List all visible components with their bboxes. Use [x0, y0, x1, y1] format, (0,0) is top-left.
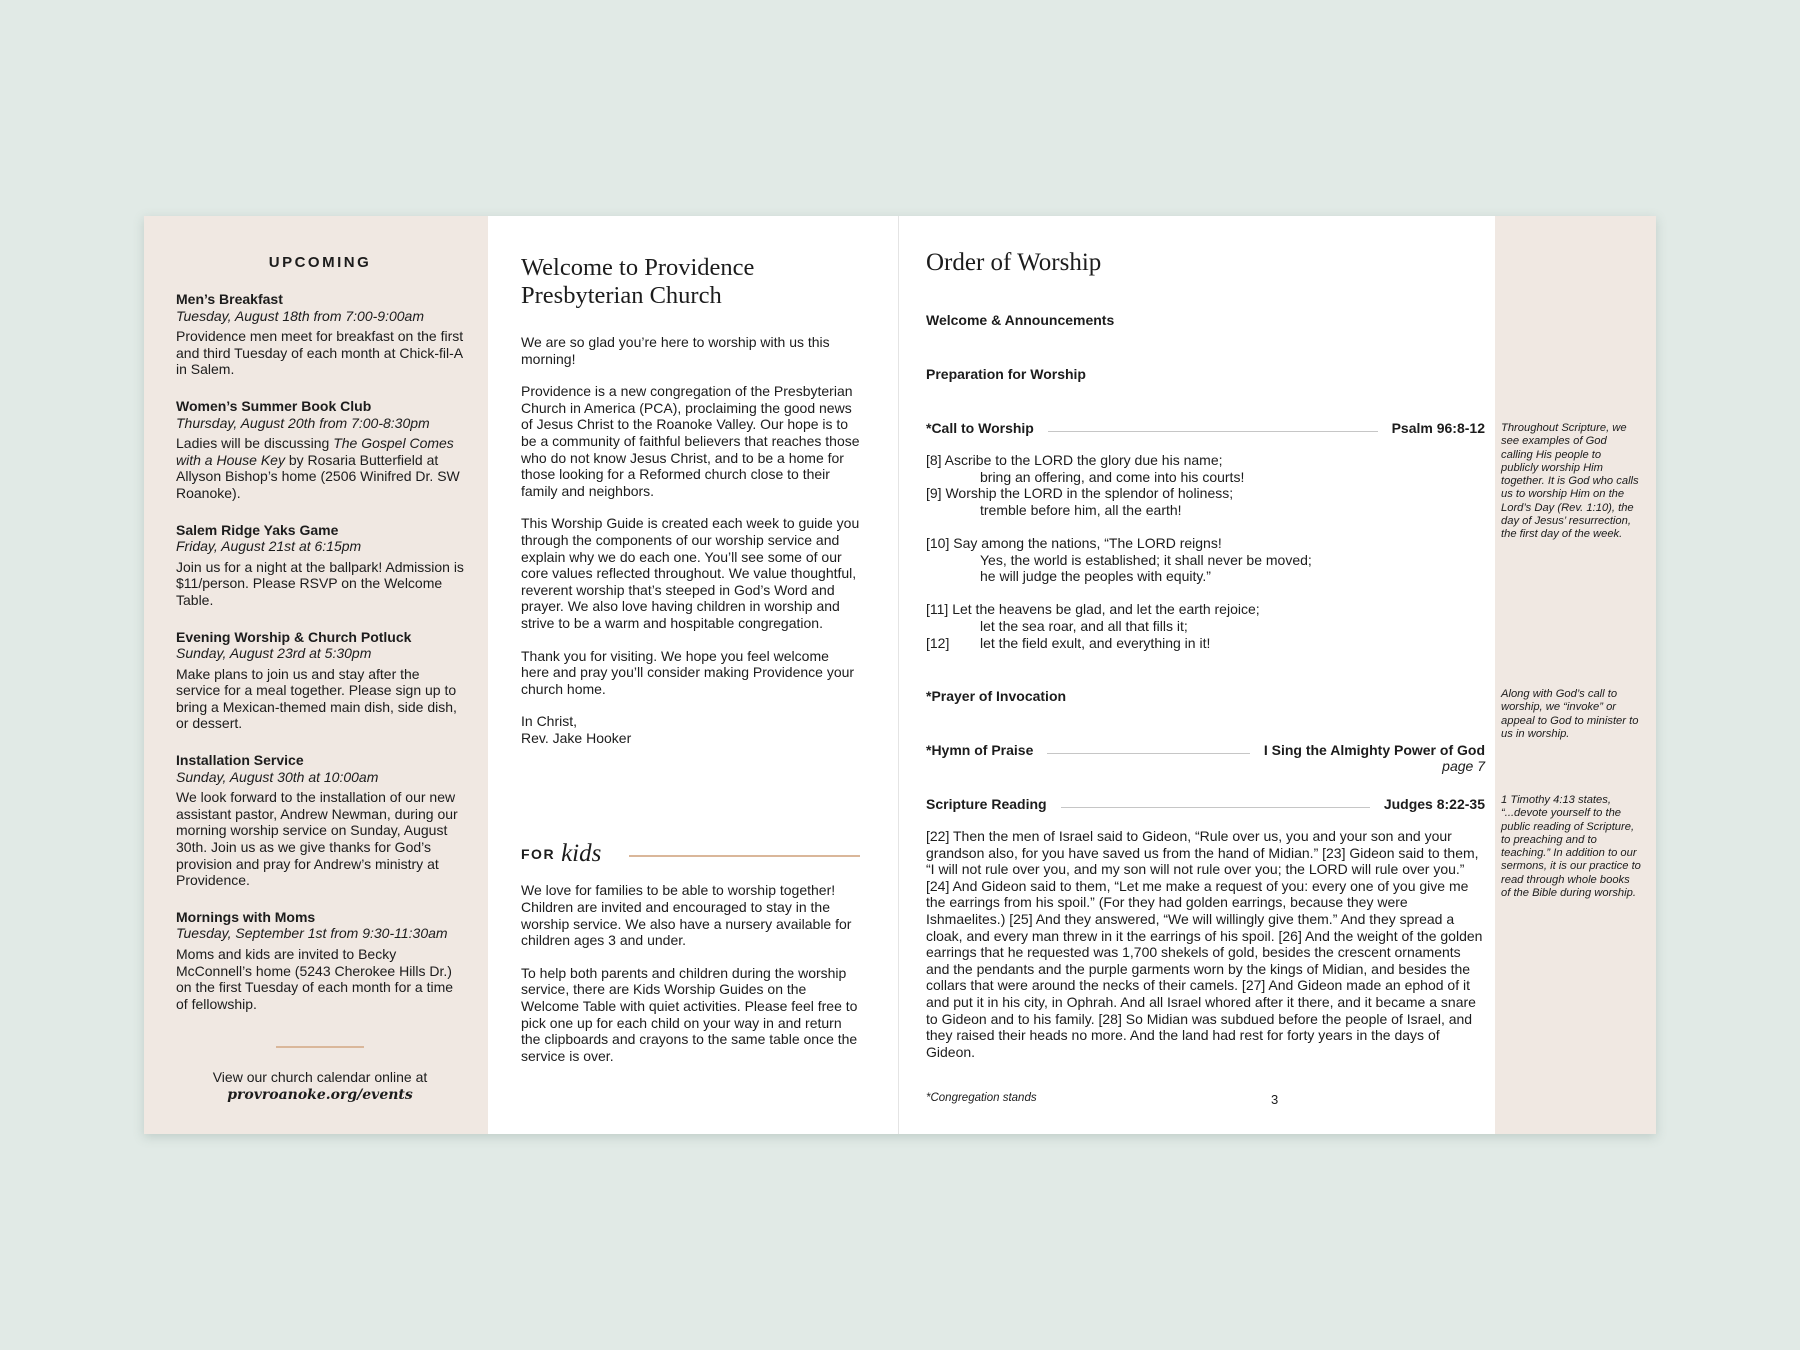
kids-heading [521, 840, 860, 868]
event-item [176, 291, 464, 378]
bulletin-spread [144, 216, 1656, 1134]
event-title: Salem Ridge Yaks Game [176, 521, 339, 538]
call-to-worship-item [926, 420, 1485, 436]
verse-number: [12] [926, 634, 950, 651]
hymn-page: page 7 [1442, 758, 1485, 774]
leader-line [1047, 752, 1249, 754]
page-number: 3 [1271, 1092, 1279, 1107]
kids-word: kids [561, 840, 602, 868]
note-invocation: Along with God’s call to worship, we “invoke” or appeal to God to minister to us in worship. [1501, 688, 1639, 740]
event-item [176, 522, 464, 609]
event-title: Men’s Breakfast [176, 291, 283, 307]
psalm-line: Yes, the world is established; it shall never be moved; [980, 551, 1312, 568]
psalm-line: tremble before him, all the earth! [980, 501, 1182, 518]
upcoming-heading: UPCOMING [268, 254, 372, 271]
item-reference: Psalm 96:8-12 [1391, 420, 1485, 436]
invocation-item [926, 688, 1485, 704]
event-description: We look forward to the installation of our new assistant pastor, Andrew Newman, during our morning worship service on Sunday, August 30th. Join us as we give thanks for God’s provision and pray for Andrew’s ministry at Providence. [176, 789, 458, 889]
kids-paragraph: To help both parents and children during the worship service, there are Kids Worship Guides on the Welcome Table with quiet activities. Please feel free to pick one up for each child on your way in and return the clipboards and crayons to the same table once the service is over. [521, 964, 858, 1064]
psalm-line: let the sea roar, and all that fills it; [980, 617, 1188, 634]
scripture-reading-item [926, 796, 1485, 812]
psalm-line: [11] Let the heavens be glad, and let the earth rejoice; [926, 601, 1260, 618]
event-time: Tuesday, August 18th from 7:00-9:00am [176, 307, 424, 324]
psalm-line: bring an offering, and come into his courts! [980, 468, 1245, 485]
order-of-worship-panel [899, 216, 1495, 1134]
kids-divider [629, 855, 860, 857]
psalm-line: [8] Ascribe to the LORD the glory due his name; [926, 452, 1223, 468]
event-time: Friday, August 21st at 6:15pm [176, 538, 362, 555]
welcome-paragraph: Providence is a new congregation of the Presbyterian Church in America (PCA), proclaiming the good news of Jesus Christ to the Roanoke Valley. Our hope is to be a community of faithful believers that reaches those who do not know Jesus Christ, and to be a home for those looking for a Reformed church close to their family and neighbors. [521, 383, 860, 499]
psalm-reading [926, 452, 1485, 651]
kids-for-label: FOR [521, 846, 556, 863]
order-title: Order of Worship [926, 249, 1102, 276]
calendar-link[interactable]: provroanoke.org/events [227, 1087, 413, 1104]
calendar-footer [176, 1068, 464, 1104]
book-title: The Gospel Comes with a House Key [176, 435, 454, 468]
hymn-title: I Sing the Almighty Power of God [1263, 742, 1485, 758]
event-time: Tuesday, September 1st from 9:30-11:30am [176, 925, 448, 942]
signature: Rev. Jake Hooker [521, 729, 632, 746]
welcome-announcements-item [926, 312, 1485, 328]
psalm-line: [9] Worship the LORD in the splendor of holiness; [926, 485, 1234, 502]
event-description [176, 435, 464, 501]
event-title: Installation Service [176, 752, 304, 769]
event-description: Moms and kids are invited to Becky McConnell’s home (5243 Cherokee Hills Dr.) on the first Tuesday of each month for a time of fellowship. [176, 946, 454, 1012]
psalm-line: [10] Say among the nations, “The LORD reigns! [926, 534, 1222, 551]
upcoming-panel [144, 216, 488, 1134]
welcome-paragraph: This Worship Guide is created each week to guide you through the components of our worship service and explain why we do each one. You’ll see some of our core values reflected throughout. We value thoughtful, reverent worship that’s steeped in God’s Word and prayer. We also love having children in worship and strive to be a warm and hospitable congregation. [521, 515, 860, 631]
divider [276, 1046, 364, 1048]
item-label: *Hymn of Praise [926, 742, 1034, 758]
welcome-paragraph: We are so glad you’re here to worship with us this morning! [521, 334, 830, 367]
congregation-footnote: *Congregation stands [926, 1092, 1037, 1104]
event-item [176, 398, 464, 502]
event-title: Women’s Summer Book Club [176, 397, 372, 414]
event-description: Providence men meet for breakfast on the first and third Tuesday of each month at Chick-fil-A in Salem. [176, 328, 464, 378]
event-description: Make plans to join us and stay after the service for a meal together. Please sign up to bring a Mexican-themed main dish, side dish, or dessert. [176, 665, 457, 732]
event-title: Mornings with Moms [176, 908, 316, 925]
closing: In Christ, [521, 713, 578, 730]
item-label: *Call to Worship [926, 420, 1034, 436]
psalm-line-numbered [926, 635, 1485, 652]
event-item [176, 752, 464, 889]
event-item [176, 909, 464, 1013]
note-call-to-worship: Throughout Scripture, we see examples of God calling His people to publicly worship Him together. It is God who calls us to worship Him on the Lord’s Day (Rev. 1:10), the day of Jesus’ resurrection, the first day of the week. [1501, 422, 1639, 541]
leader-line [1048, 430, 1378, 432]
welcome-panel [488, 216, 899, 1134]
event-item [176, 629, 464, 733]
sidebar-notes [1495, 216, 1656, 1134]
psalm-line: he will judge the peoples with equity.” [980, 568, 1211, 585]
scripture-text: [22] Then the men of Israel said to Gideon, “Rule over us, you and your son and your grandson also, for you have saved us from the hand of Midian.” [23] Gideon said to them, “I will not rule over you, and my son will not rule over you; the LORD will rule over you.” [24] And Gideon said to them, “Let me make a request of you: every one of you give me the earrings from his spoil.” (For they had golden earrings, because they were Ishmaelites.) [25] And they answered, “We will willingly give them.” And they spread a cloak, and every man threw in it the earrings of his spoil. [26] And the weight of the golden earrings that he requested was 1,700 shekels of gold, besides the crescent ornaments and the pendants and the purple garments worn by the kings of Midian, and besides the collars that were around the necks of their camels. [27] And Gideon made an ephod of it and put it in his city, in Ophrah. And all Israel whored after it there, and it became a snare to Gideon and to his family. [28] So Midian was subdued before the people of Israel, and they raised their heads no more. And the land had rest for forty years in the days of Gideon. [926, 828, 1483, 1060]
item-label: Scripture Reading [926, 796, 1047, 812]
event-desc-pre: Ladies will be discussing [176, 435, 334, 452]
item-label: *Prayer of Invocation [926, 688, 1067, 704]
item-reference: Judges 8:22-35 [1383, 796, 1485, 812]
item-label: Welcome & Announcements [926, 312, 1115, 328]
calendar-text: View our church calendar online at [212, 1069, 428, 1086]
kids-paragraph: We love for families to be able to worship together! Children are invited and encouraged to stay in the worship service. We also have a nursery available for children ages 3 and under. [521, 882, 852, 949]
note-scripture: 1 Timothy 4:13 states, “...devote yourself to the public reading of Scripture, to preaching and to teaching.” In addition to our sermons, it is our practice to read through whole books of the Bible during worship. [1501, 794, 1641, 900]
welcome-title: Welcome to Providence Presbyterian Church [521, 254, 755, 309]
welcome-paragraph: Thank you for visiting. We hope you feel welcome here and pray you’ll consider making Providence your church home. [521, 647, 855, 697]
event-time: Sunday, August 23rd at 5:30pm [176, 645, 372, 662]
leader-line [1061, 806, 1370, 808]
preparation-item [926, 366, 1485, 382]
hymn-item [926, 742, 1485, 774]
event-title: Evening Worship & Church Potluck [176, 628, 412, 645]
psalm-line: let the field exult, and everything in it! [980, 634, 1211, 651]
event-time: Thursday, August 20th from 7:00-8:30pm [176, 414, 430, 431]
event-description: Join us for a night at the ballpark! Admission is $11/person. Please RSVP on the Welcome Table. [176, 558, 464, 608]
event-desc-post: by Rosaria Butterfield at Allyson Bishop’s home (2506 Winifred Dr. SW Roanoke). [176, 451, 460, 501]
event-time: Sunday, August 30th at 10:00am [176, 768, 379, 785]
item-label: Preparation for Worship [926, 366, 1086, 382]
